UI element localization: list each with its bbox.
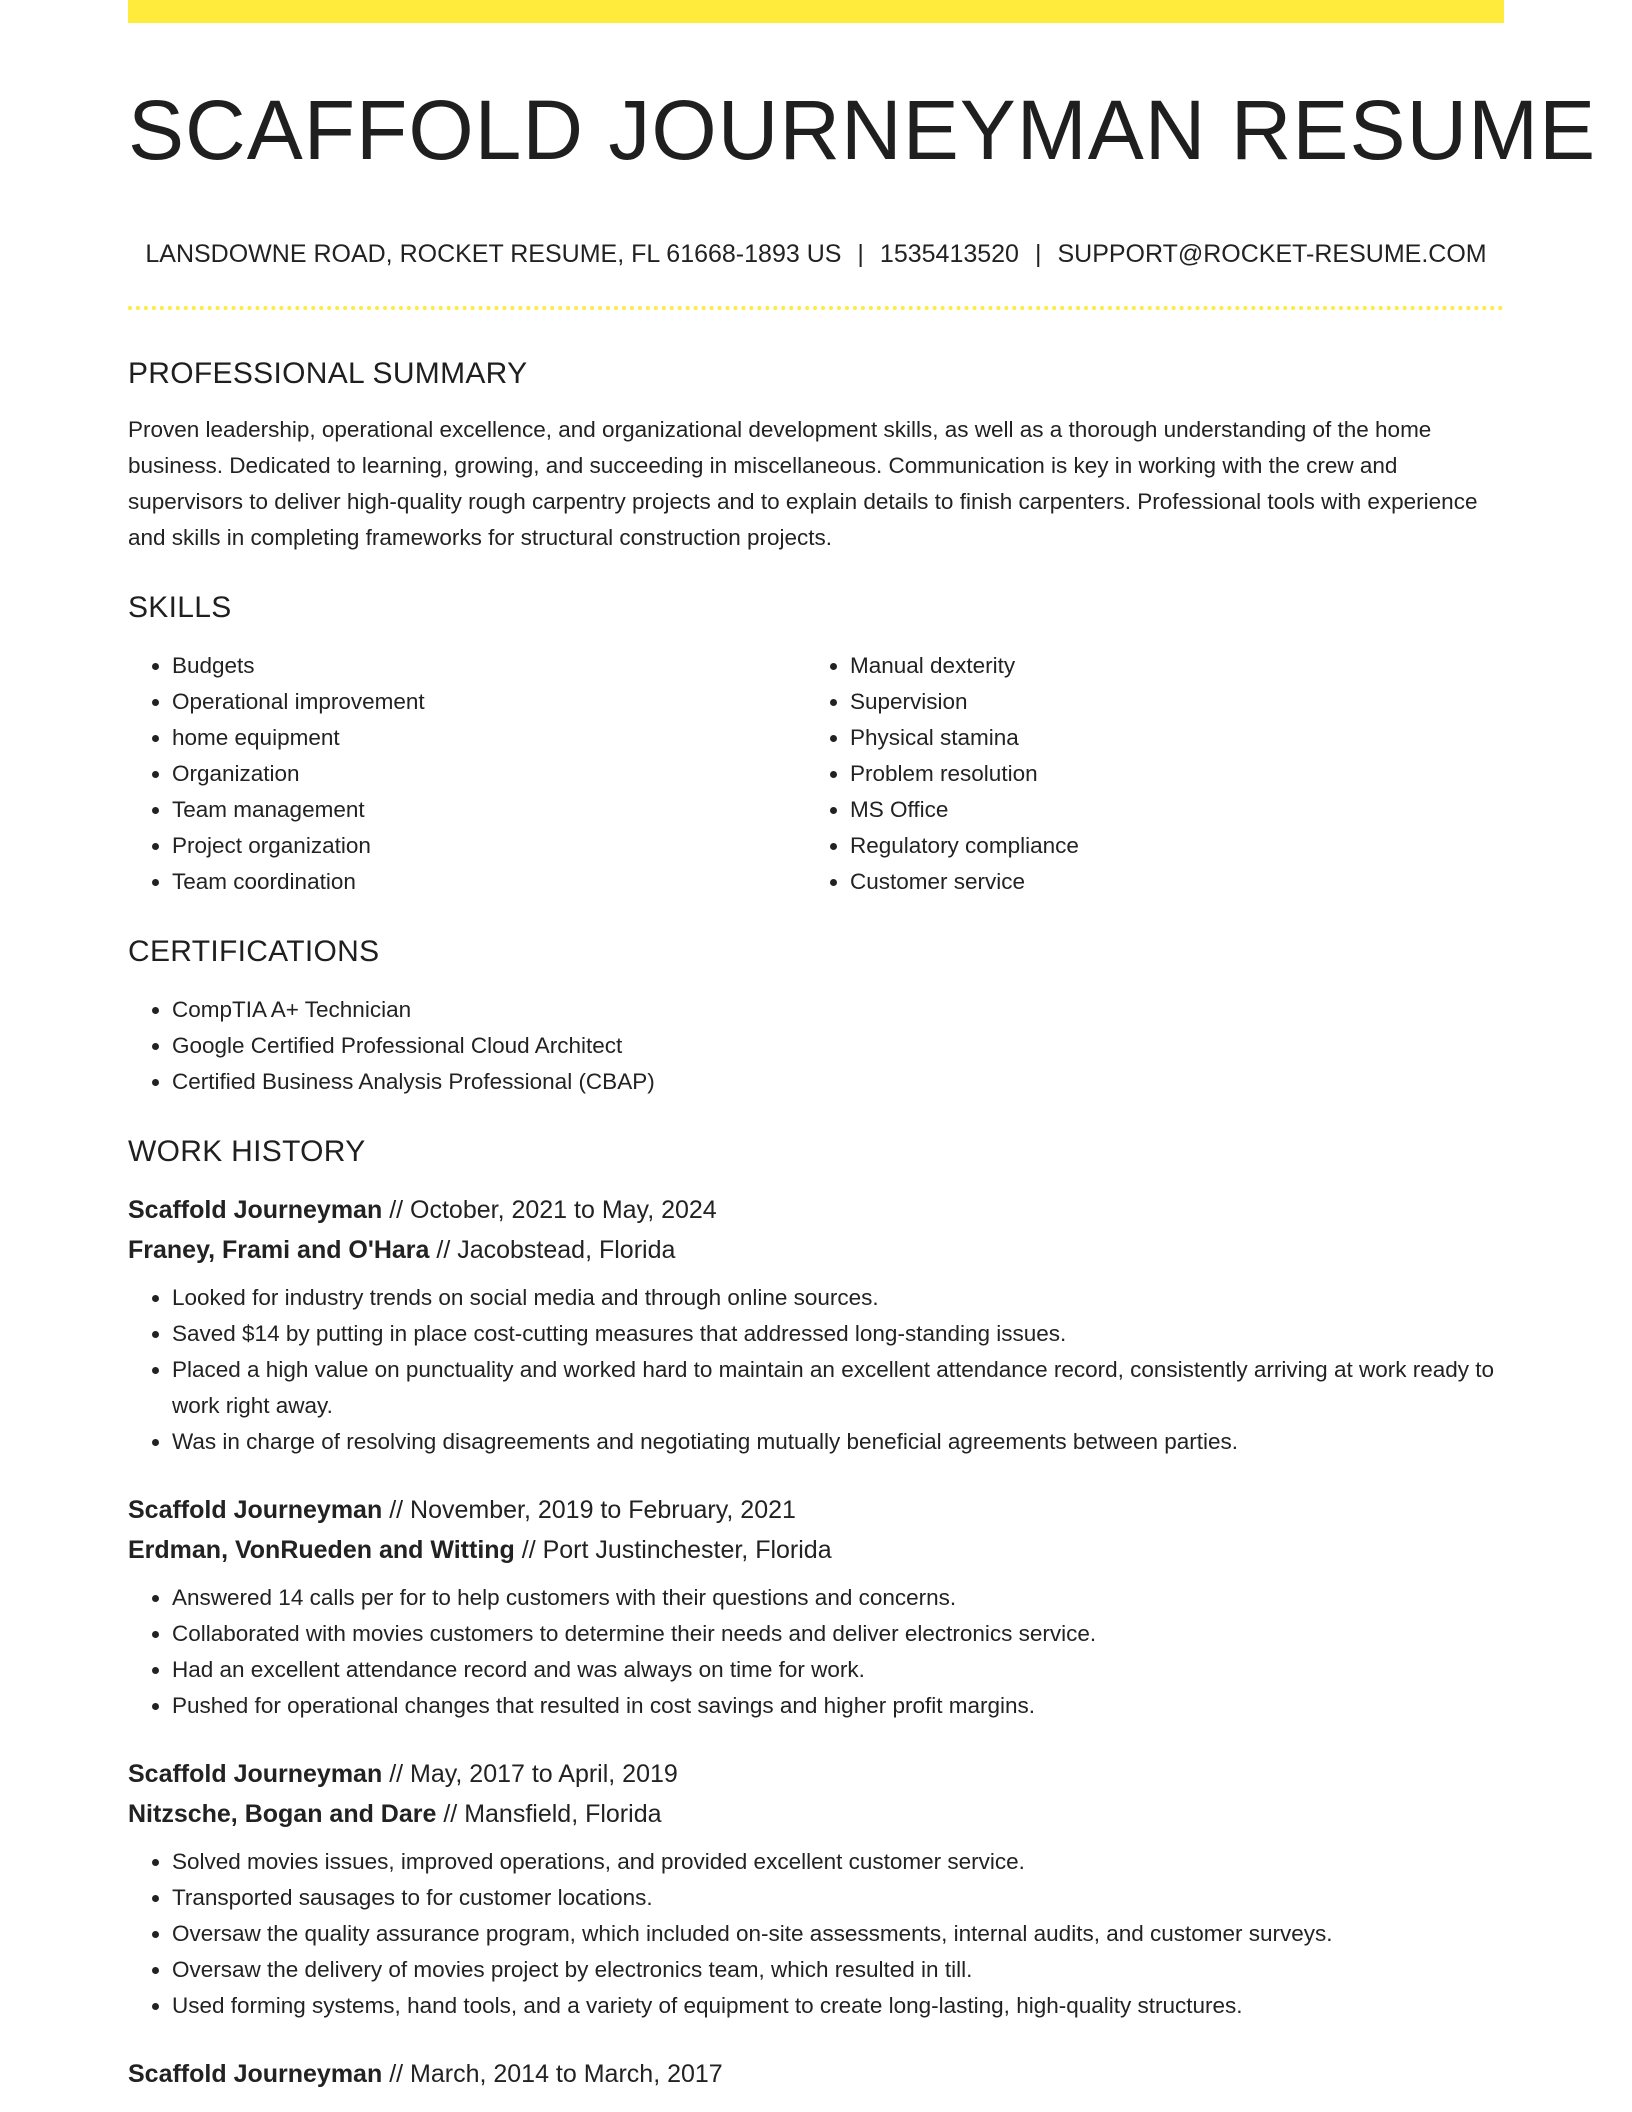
skill-item: • Supervision	[850, 684, 1484, 720]
skill-item: • Budgets	[172, 648, 806, 684]
section-heading-certifications: CERTIFICATIONS	[128, 935, 380, 968]
job-bullet: • Was in charge of resolving disagreements and negotiating mutually beneficial agreements between parties.	[172, 1424, 1504, 1460]
skill-item: • MS Office	[850, 792, 1484, 828]
job-bullet: • Used forming systems, hand tools, and a variety of equipment to create long-lasting, high-quality structures.	[172, 1988, 1504, 2024]
job-bullet: • Had an excellent attendance record and was always on time for work.	[172, 1652, 1504, 1688]
certification-item: • Certified Business Analysis Professional (CBAP)	[172, 1064, 1504, 1100]
job-bullet: • Answered 14 calls per for to help customers with their questions and concerns.	[172, 1580, 1504, 1616]
resume-title: SCAFFOLD JOURNEYMAN RESUME	[128, 83, 1597, 177]
section-heading-skills: SKILLS	[128, 591, 232, 624]
job-bullets	[128, 1844, 1504, 2024]
contact-address: LANSDOWNE ROAD, ROCKET RESUME, FL 61668-1893 US	[145, 240, 842, 268]
job-dates: // May, 2017 to April, 2019	[389, 1760, 678, 1788]
contact-separator: |	[1034, 240, 1042, 268]
job-dates: // October, 2021 to May, 2024	[389, 1196, 717, 1224]
job-entry	[128, 1190, 1504, 1460]
job-entry	[128, 1490, 1504, 1724]
job-title-line	[128, 1190, 1504, 1230]
job-location: // Port Justinchester, Florida	[521, 1536, 832, 1564]
skill-item: • Project organization	[172, 828, 806, 864]
skill-item: • Team coordination	[172, 864, 806, 900]
section-heading-summary: PROFESSIONAL SUMMARY	[128, 357, 528, 390]
accent-top-bar	[128, 0, 1504, 23]
job-title-line	[128, 1490, 1504, 1530]
work-history-section	[128, 1128, 1504, 2094]
job-title: Scaffold Journeyman	[128, 1760, 383, 1788]
skill-item: • Team management	[172, 792, 806, 828]
job-company-line	[128, 1230, 1504, 1270]
skills-columns	[128, 648, 1504, 900]
summary-section	[128, 350, 1504, 556]
job-location: // Jacobstead, Florida	[436, 1236, 676, 1264]
job-bullet: • Saved $14 by putting in place cost-cutting measures that addressed long-standing issues.	[172, 1316, 1504, 1352]
contact-phone: 1535413520	[879, 240, 1019, 268]
job-entry	[128, 1754, 1504, 2024]
job-bullet: • Collaborated with movies customers to determine their needs and deliver electronics service.	[172, 1616, 1504, 1652]
job-entry	[128, 2054, 1504, 2094]
certification-item: • CompTIA A+ Technician	[172, 992, 1504, 1028]
job-company-line	[128, 1794, 1504, 1834]
job-company: Erdman, VonRueden and Witting	[128, 1536, 515, 1564]
job-company: Franey, Frami and O'Hara	[128, 1236, 430, 1264]
job-bullet: • Looked for industry trends on social media and through online sources.	[172, 1280, 1504, 1316]
dotted-divider	[128, 306, 1504, 310]
certifications-list	[128, 992, 1504, 1100]
skill-item: • Organization	[172, 756, 806, 792]
job-bullet: • Placed a high value on punctuality and worked hard to maintain an excellent attendance record, consistently arriving at work ready to work right away.	[172, 1352, 1504, 1424]
contact-separator: |	[857, 240, 864, 268]
skill-item: • Problem resolution	[850, 756, 1484, 792]
job-bullet: • Oversaw the delivery of movies project by electronics team, which resulted in till.	[172, 1952, 1504, 1988]
job-company-line	[128, 1530, 1504, 1570]
skill-item: • Operational improvement	[172, 684, 806, 720]
job-title: Scaffold Journeyman	[128, 2060, 383, 2088]
skill-item: • Regulatory compliance	[850, 828, 1484, 864]
job-bullets	[128, 1280, 1504, 1460]
job-bullet: • Pushed for operational changes that resulted in cost savings and higher profit margins.	[172, 1688, 1504, 1724]
job-title: Scaffold Journeyman	[128, 1496, 383, 1524]
section-heading-work-history: WORK HISTORY	[128, 1135, 366, 1168]
skill-item: • Manual dexterity	[850, 648, 1484, 684]
job-bullets	[128, 1580, 1504, 1724]
certification-item: • Google Certified Professional Cloud Architect	[172, 1028, 1504, 1064]
job-title-line	[128, 1754, 1504, 1794]
job-title: Scaffold Journeyman	[128, 1196, 383, 1224]
skills-list-left	[128, 648, 806, 900]
job-dates: // November, 2019 to February, 2021	[389, 1496, 796, 1524]
summary-text: Proven leadership, operational excellence, and organizational development skills, as well as a thorough understanding of the home business. Dedicated to learning, growing, and succeeding in miscellaneous. Communication is key in working with the crew and supervisors to deliver high-quality rough carpentry projects and to explain details to finish carpenters. Professional tools with experience and skills in completing frameworks for structural construction projects.	[128, 417, 1478, 550]
skills-section	[128, 584, 1504, 900]
job-company: Nitzsche, Bogan and Dare	[128, 1800, 437, 1828]
job-bullet: • Oversaw the quality assurance program, which included on-site assessments, internal audits, and customer surveys.	[172, 1916, 1504, 1952]
contact-line	[128, 236, 1504, 272]
job-dates: // March, 2014 to March, 2017	[389, 2060, 723, 2088]
job-bullet: • Transported sausages to for customer locations.	[172, 1880, 1504, 1916]
job-bullet: • Solved movies issues, improved operations, and provided excellent customer service.	[172, 1844, 1504, 1880]
resume-content	[128, 350, 1504, 2094]
skill-item: • home equipment	[172, 720, 806, 756]
resume-page	[128, 0, 1597, 2112]
certifications-section	[128, 928, 1504, 1100]
contact-email: SUPPORT@ROCKET-RESUME.COM	[1057, 240, 1487, 268]
job-location: // Mansfield, Florida	[443, 1800, 662, 1828]
skill-item: • Customer service	[850, 864, 1484, 900]
skill-item: • Physical stamina	[850, 720, 1484, 756]
job-title-line	[128, 2054, 1504, 2094]
skills-list-right	[806, 648, 1484, 900]
